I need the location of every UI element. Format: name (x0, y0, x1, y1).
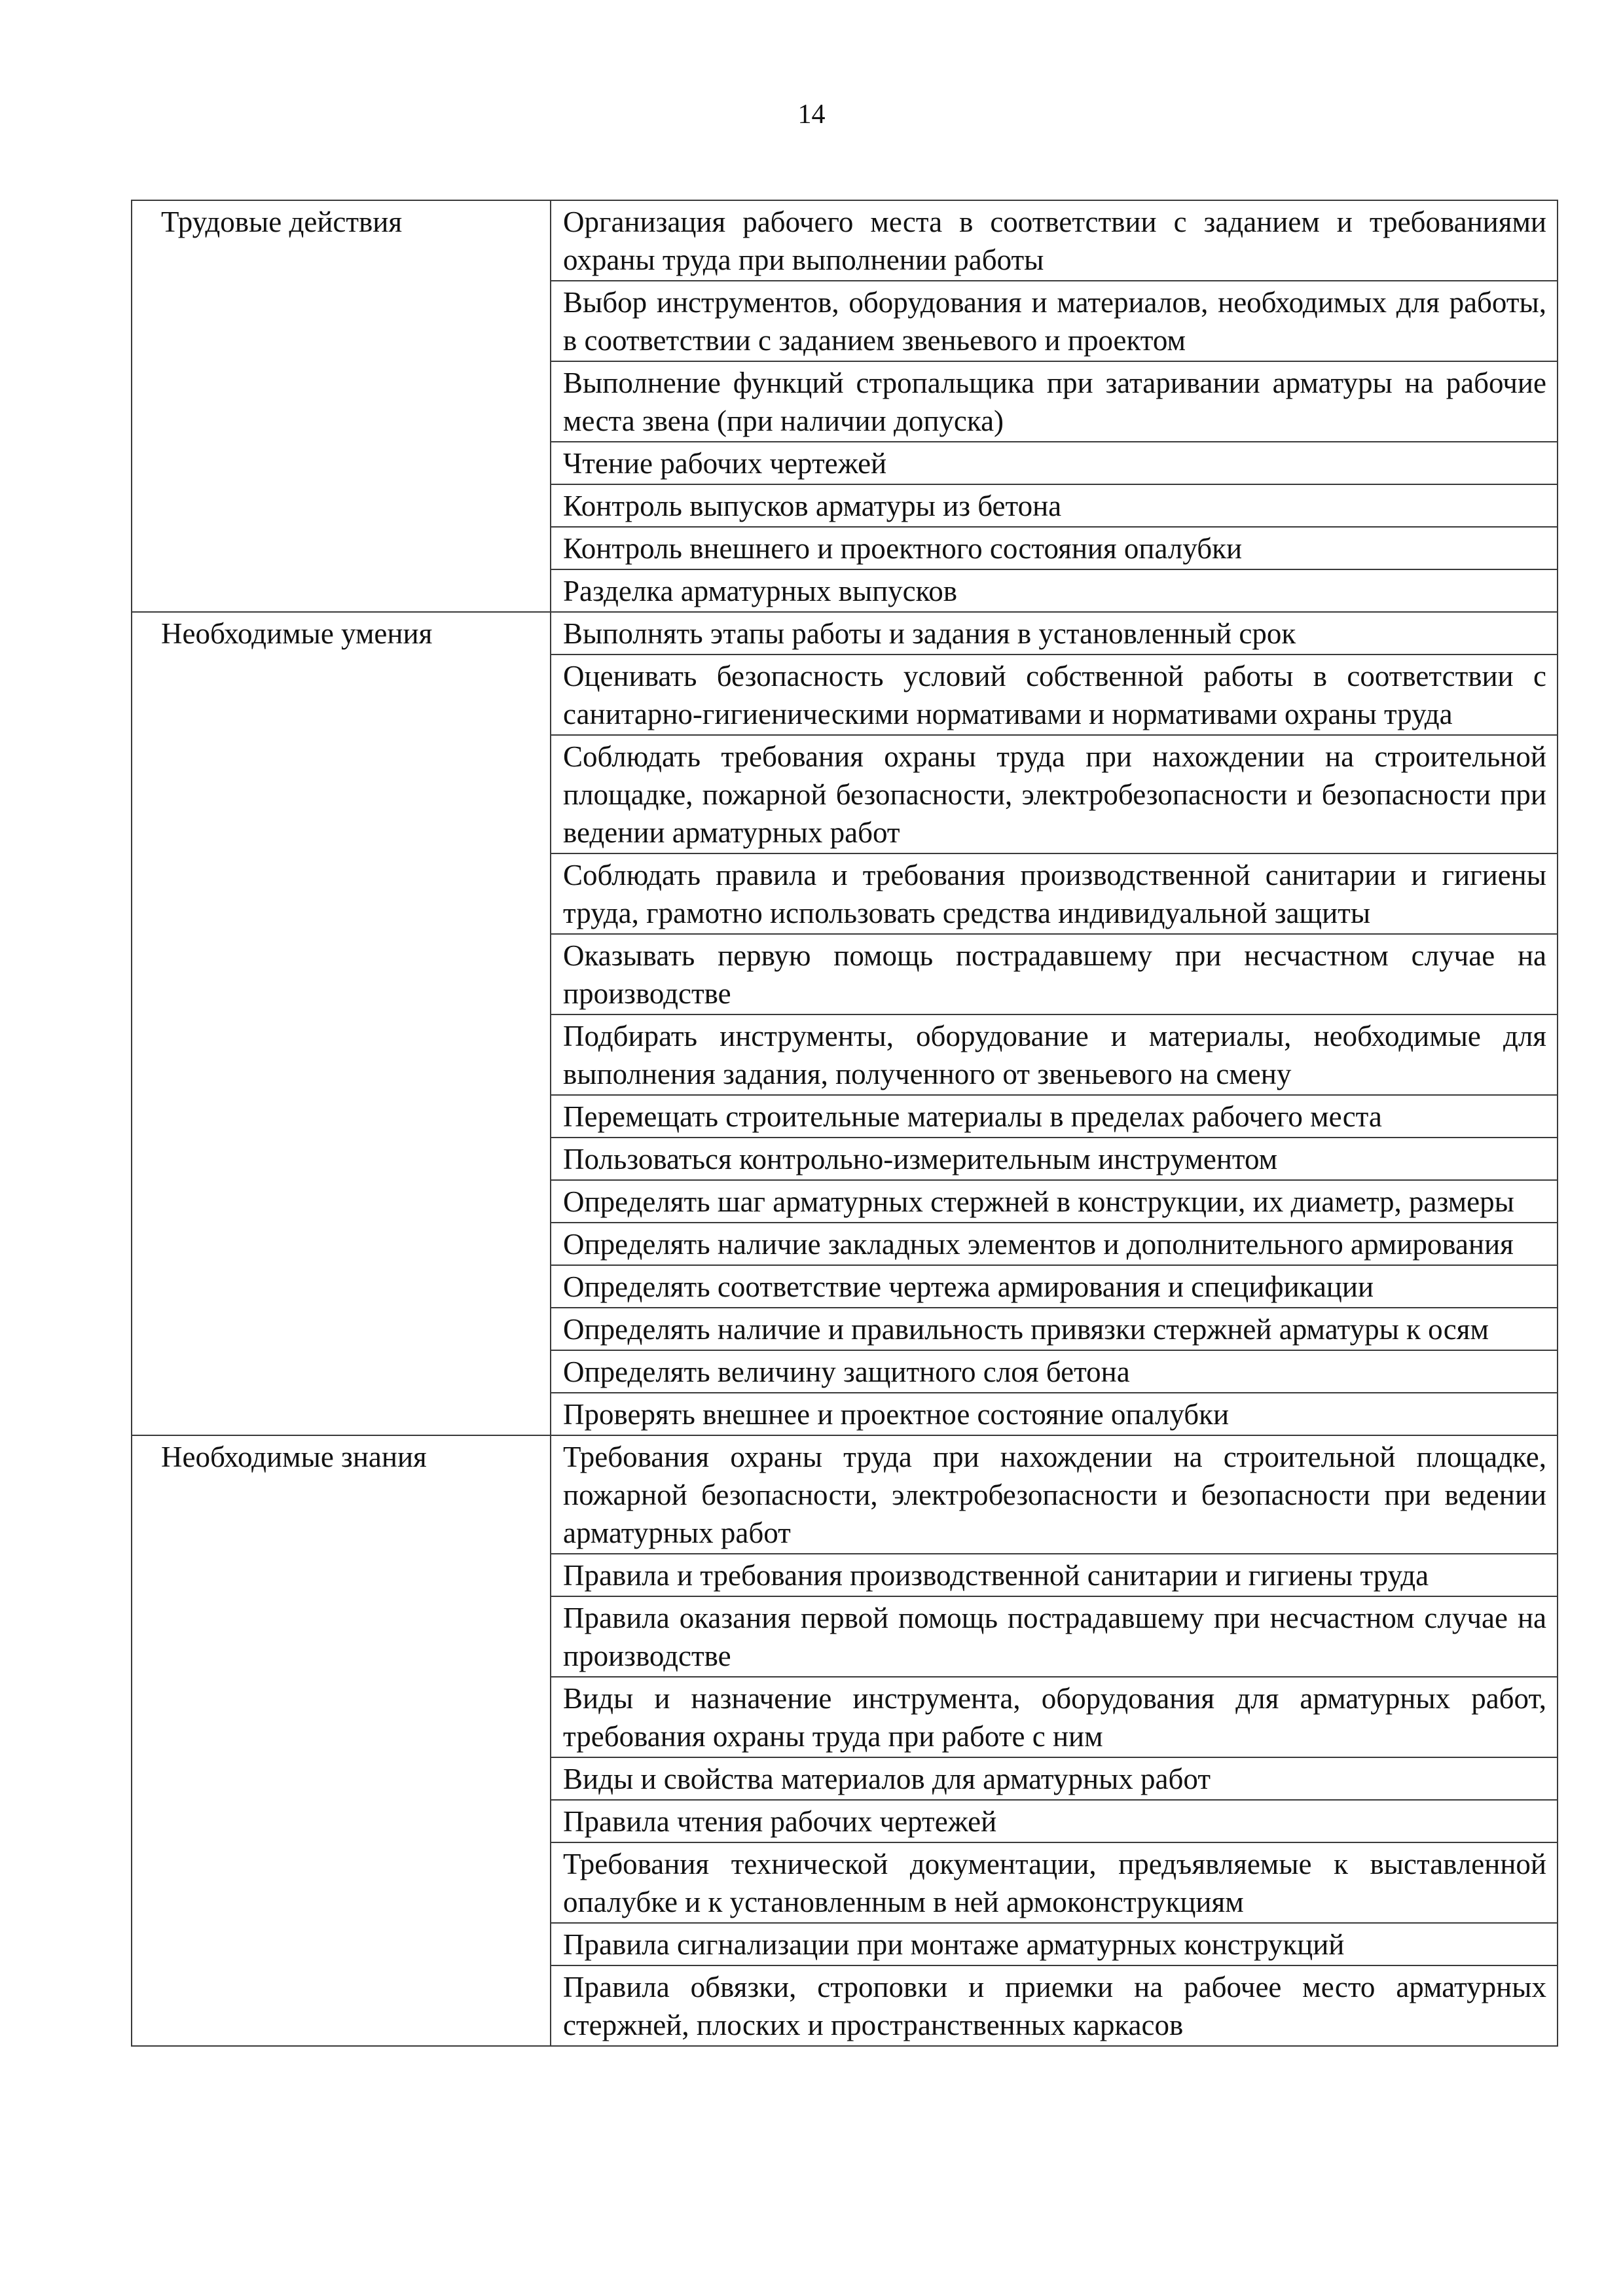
section-item: Правила обвязки, строповки и приемки на рабочее место арматурных стержней, плоских и пространственных каркасов (551, 1965, 1558, 2046)
section-item: Требования технической документации, предъявляемые к выставленной опалубке и к установленным в ней армоконструкциям (551, 1842, 1558, 1923)
section-item: Определять наличие закладных элементов и дополнительного армирования (551, 1223, 1558, 1265)
section-item: Виды и свойства материалов для арматурных работ (551, 1757, 1558, 1800)
section-item: Оценивать безопасность условий собственной работы в соответствии с санитарно-гигиеническими нормативами и нормативами охраны труда (551, 655, 1558, 735)
section-title: Необходимые знания (132, 1435, 551, 2046)
section-item: Требования охраны труда при нахождении на строительной площадке, пожарной безопасности, электробезопасности и безопасности при ведении арматурных работ (551, 1435, 1558, 1554)
section-item: Чтение рабочих чертежей (551, 442, 1558, 484)
page-number: 14 (797, 99, 826, 130)
section-item: Разделка арматурных выпусков (551, 569, 1558, 612)
section-item: Определять величину защитного слоя бетона (551, 1350, 1558, 1393)
section-item: Определять наличие и правильность привязки стержней арматуры к осям (551, 1308, 1558, 1350)
section-item: Подбирать инструменты, оборудование и материалы, необходимые для выполнения задания, полученного от звеньевого на смену (551, 1014, 1558, 1095)
table-row (132, 200, 1558, 281)
section-title: Необходимые умения (132, 612, 551, 1435)
section-item: Правила чтения рабочих чертежей (551, 1800, 1558, 1842)
section-item: Контроль выпусков арматуры из бетона (551, 484, 1558, 527)
section-title: Трудовые действия (132, 200, 551, 612)
section-item: Оказывать первую помощь пострадавшему при несчастном случае на производстве (551, 934, 1558, 1014)
section-item: Соблюдать требования охраны труда при нахождении на строительной площадке, пожарной безопасности, электробезопасности и безопасности при ведении арматурных работ (551, 735, 1558, 853)
section-item: Правила сигнализации при монтаже арматурных конструкций (551, 1923, 1558, 1965)
section-item: Соблюдать правила и требования производственной санитарии и гигиены труда, грамотно использовать средства индивидуальной защиты (551, 853, 1558, 934)
section-item: Определять шаг арматурных стержней в конструкции, их диаметр, размеры (551, 1180, 1558, 1223)
section-item: Определять соответствие чертежа армирования и спецификации (551, 1265, 1558, 1308)
section-item: Пользоваться контрольно-измерительным инструментом (551, 1138, 1558, 1180)
section-item: Организация рабочего места в соответствии с заданием и требованиями охраны труда при выполнении работы (551, 200, 1558, 281)
section-item: Правила и требования производственной санитарии и гигиены труда (551, 1554, 1558, 1596)
table-row (132, 1435, 1558, 1554)
table-body (132, 200, 1558, 2046)
section-item: Перемещать строительные материалы в пределах рабочего места (551, 1095, 1558, 1138)
section-item: Выбор инструментов, оборудования и материалов, необходимых для работы, в соответствии с заданием звеньевого и проектом (551, 281, 1558, 361)
table-row (132, 612, 1558, 655)
section-item: Выполнять этапы работы и задания в установленный срок (551, 612, 1558, 655)
section-item: Проверять внешнее и проектное состояние опалубки (551, 1393, 1558, 1435)
section-item: Выполнение функций стропальщика при затаривании арматуры на рабочие места звена (при наличии допуска) (551, 361, 1558, 442)
section-item: Контроль внешнего и проектного состояния опалубки (551, 527, 1558, 569)
qualification-table (131, 200, 1558, 2047)
section-item: Правила оказания первой помощь пострадавшему при несчастном случае на производстве (551, 1596, 1558, 1677)
section-item: Виды и назначение инструмента, оборудования для арматурных работ, требования охраны труда при работе с ним (551, 1677, 1558, 1757)
